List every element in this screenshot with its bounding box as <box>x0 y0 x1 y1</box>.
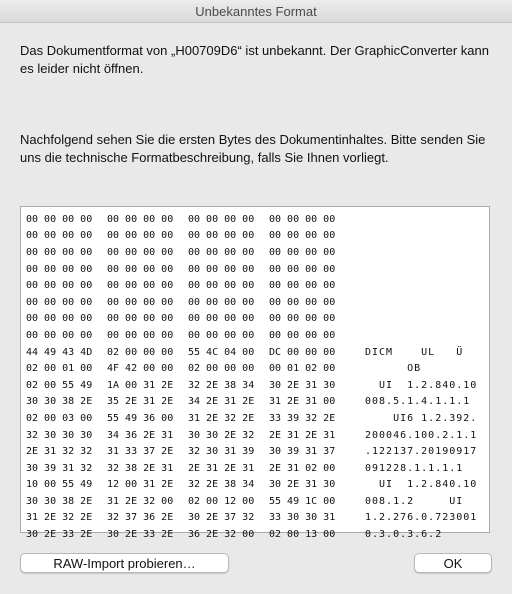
hex-group: 33 30 30 31 <box>269 512 336 524</box>
hex-row <box>21 394 489 411</box>
hex-group: 00 00 00 00 <box>188 280 255 292</box>
hex-group: 32 38 2E 31 <box>107 462 174 474</box>
hex-group: 44 49 43 4D <box>26 346 93 358</box>
hex-group: 00 00 00 00 <box>269 329 336 341</box>
hex-group: 00 00 00 00 <box>188 296 255 308</box>
hex-row <box>21 377 489 394</box>
hex-group: 30 39 31 32 <box>26 462 93 474</box>
ascii-text: 008.5.1.4.1.1.1 <box>365 396 471 408</box>
ok-button[interactable]: OK <box>414 553 492 573</box>
hex-group: 00 00 00 00 <box>26 213 93 225</box>
hex-group: 02 00 00 00 <box>188 363 255 375</box>
hex-group: 00 00 00 00 <box>188 313 255 325</box>
hex-group: 02 00 00 00 <box>107 346 174 358</box>
hex-group: 00 01 02 00 <box>269 363 336 375</box>
ascii-text: .122137.20190917 <box>365 446 478 458</box>
hex-group: 00 00 00 00 <box>188 263 255 275</box>
hex-group: 31 2E 31 00 <box>269 396 336 408</box>
ascii-text: OB <box>365 363 422 375</box>
ascii-text: UI 1.2.840.10 <box>365 379 478 391</box>
raw-import-button[interactable]: RAW-Import probieren… <box>20 553 229 573</box>
hex-group: 00 00 00 00 <box>107 263 174 275</box>
hex-group: 00 00 00 00 <box>269 313 336 325</box>
hex-group: 02 00 13 00 <box>269 529 336 541</box>
hex-row <box>21 211 489 228</box>
hex-group: 00 00 00 00 <box>26 246 93 258</box>
hex-group: 33 39 32 2E <box>269 412 336 424</box>
hex-group: 02 00 55 49 <box>26 379 93 391</box>
hex-group: 02 00 12 00 <box>188 495 255 507</box>
hex-group: 00 00 00 00 <box>107 230 174 242</box>
hex-group: 00 00 00 00 <box>269 246 336 258</box>
hex-row <box>21 344 489 361</box>
hex-dump-rows <box>21 207 489 543</box>
hex-group: 10 00 55 49 <box>26 479 93 491</box>
hex-group: 00 00 00 00 <box>26 296 93 308</box>
hex-group: 34 2E 31 2E <box>188 396 255 408</box>
hex-row <box>21 244 489 261</box>
ascii-text: 1.2.276.0.723001 <box>365 512 478 524</box>
hex-group: 35 2E 31 2E <box>107 396 174 408</box>
hex-group: 00 00 00 00 <box>26 230 93 242</box>
hex-row <box>21 410 489 427</box>
hex-group: 30 30 2E 32 <box>188 429 255 441</box>
hex-group: 00 00 00 00 <box>269 230 336 242</box>
hex-group: 31 2E 32 00 <box>107 495 174 507</box>
hex-group: 00 00 00 00 <box>107 313 174 325</box>
hex-group: 32 2E 38 34 <box>188 379 255 391</box>
hex-group: 00 00 00 00 <box>107 329 174 341</box>
hex-group: 4F 42 00 00 <box>107 363 174 375</box>
hex-group: 32 30 30 30 <box>26 429 93 441</box>
ascii-text: 008.1.2 UI <box>365 495 464 507</box>
hex-group: 00 00 00 00 <box>107 296 174 308</box>
ascii-text: UI6 1.2.392. <box>365 412 478 424</box>
hex-group: 00 00 00 00 <box>26 280 93 292</box>
hex-row <box>21 526 489 543</box>
unknown-format-message: Das Dokumentformat von „H00709D6“ ist unbekannt. Der GraphicConverter kann es leider nicht öffnen. <box>20 43 489 76</box>
hex-group: 00 00 00 00 <box>107 213 174 225</box>
hex-group: 30 2E 37 32 <box>188 512 255 524</box>
hex-group: 30 30 38 2E <box>26 396 93 408</box>
hex-group: 30 2E 33 2E <box>107 529 174 541</box>
hex-group: 30 30 38 2E <box>26 495 93 507</box>
hex-group: 34 36 2E 31 <box>107 429 174 441</box>
hex-group: 00 00 00 00 <box>269 213 336 225</box>
hex-group: 32 2E 38 34 <box>188 479 255 491</box>
hex-group: 55 49 1C 00 <box>269 495 336 507</box>
ascii-text: UI 1.2.840.10 <box>365 479 478 491</box>
ascii-text: DICM UL Ü <box>365 346 464 358</box>
hex-group: 12 00 31 2E <box>107 479 174 491</box>
hex-group: 00 00 00 00 <box>188 246 255 258</box>
hex-group: DC 00 00 00 <box>269 346 336 358</box>
hex-group: 2E 31 2E 31 <box>188 462 255 474</box>
hex-group: 00 00 00 00 <box>188 230 255 242</box>
bytes-info-message: Nachfolgend sehen Sie die ersten Bytes des Dokumentinhaltes. Bitte senden Sie uns die technische Formatbeschreibung, falls Sie Ihnen vorliegt. <box>20 132 486 165</box>
hex-group: 31 2E 32 2E <box>188 412 255 424</box>
hex-group: 2E 31 32 32 <box>26 446 93 458</box>
title-bar[interactable] <box>0 0 512 23</box>
window-title: Unbekanntes Format <box>195 3 317 19</box>
hex-group: 02 00 01 00 <box>26 363 93 375</box>
hex-group: 31 2E 32 2E <box>26 512 93 524</box>
hex-group: 00 00 00 00 <box>188 329 255 341</box>
hex-group: 00 00 00 00 <box>26 263 93 275</box>
ascii-text: 0.3.0.3.6.2 <box>365 529 443 541</box>
hex-group: 00 00 00 00 <box>107 246 174 258</box>
hex-group: 00 00 00 00 <box>269 263 336 275</box>
hex-row <box>21 294 489 311</box>
hex-row <box>21 477 489 494</box>
hex-group: 00 00 00 00 <box>188 213 255 225</box>
hex-group: 00 00 00 00 <box>26 313 93 325</box>
hex-group: 32 37 36 2E <box>107 512 174 524</box>
hex-group: 00 00 00 00 <box>26 329 93 341</box>
hex-group: 00 00 00 00 <box>269 296 336 308</box>
hex-group: 2E 31 2E 31 <box>269 429 336 441</box>
hex-group: 55 49 36 00 <box>107 412 174 424</box>
hex-group: 31 33 37 2E <box>107 446 174 458</box>
hex-row <box>21 228 489 245</box>
hex-row <box>21 510 489 527</box>
hex-group: 00 00 00 00 <box>269 280 336 292</box>
hex-group: 1A 00 31 2E <box>107 379 174 391</box>
hex-group: 32 30 31 39 <box>188 446 255 458</box>
hex-dump-view[interactable] <box>20 206 490 541</box>
hex-row <box>21 443 489 460</box>
hex-row <box>21 460 489 477</box>
hex-row <box>21 360 489 377</box>
hex-group: 36 2E 32 00 <box>188 529 255 541</box>
hex-group: 00 00 00 00 <box>107 280 174 292</box>
hex-group: 30 2E 31 30 <box>269 379 336 391</box>
hex-group: 30 2E 31 30 <box>269 479 336 491</box>
hex-group: 02 00 03 00 <box>26 412 93 424</box>
hex-row <box>21 493 489 510</box>
hex-row <box>21 311 489 328</box>
hex-row <box>21 261 489 278</box>
hex-group: 2E 31 02 00 <box>269 462 336 474</box>
hex-group: 55 4C 04 00 <box>188 346 255 358</box>
hex-row <box>21 277 489 294</box>
ascii-text: 091228.1.1.1.1 <box>365 462 464 474</box>
hex-group: 30 2E 33 2E <box>26 529 93 541</box>
hex-group: 30 39 31 37 <box>269 446 336 458</box>
hex-row <box>21 427 489 444</box>
hex-row <box>21 327 489 344</box>
ascii-text: 200046.100.2.1.1 <box>365 429 478 441</box>
